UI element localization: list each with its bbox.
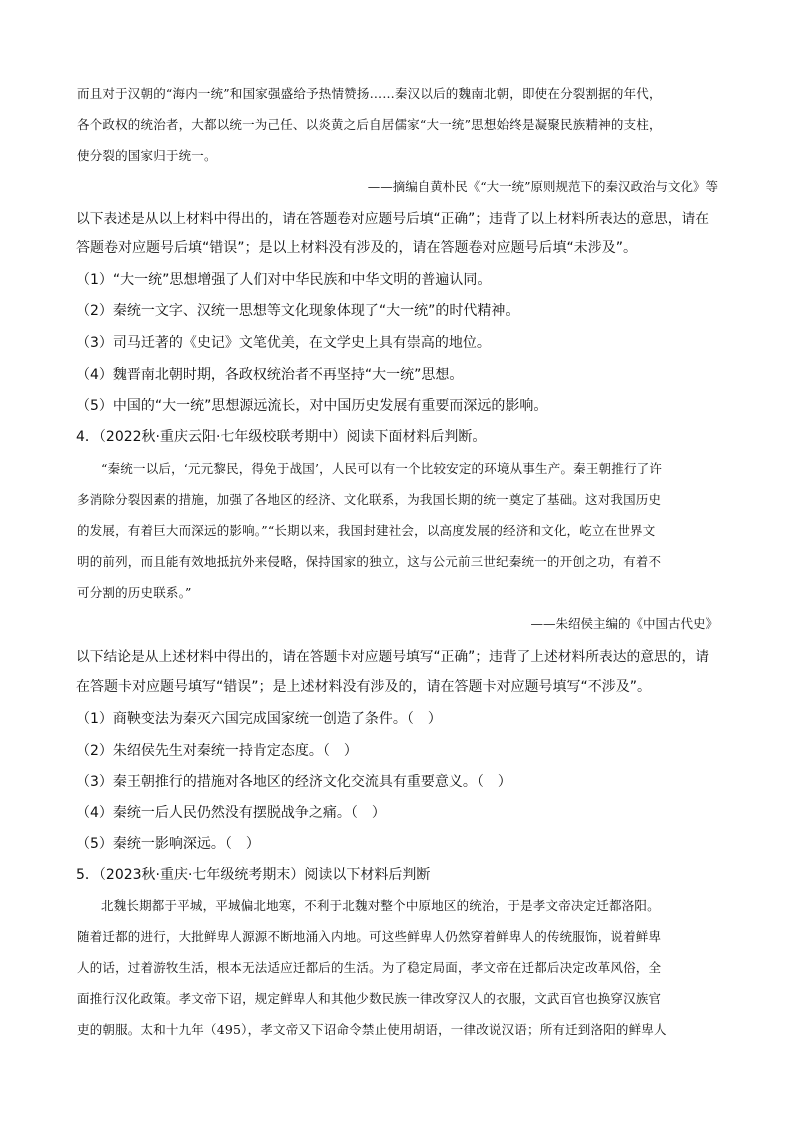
q4-passage-line-4: 明的前列，而且能有效地抵抗外来侵略，保持国家的独立，这与公元前三世纪秦统一的开创之功，有着不: [77, 554, 662, 569]
q4-instruction-line-2: 在答题卡对应题号填写“错误”；是上述材料没有涉及的，请在答题卡对应题号填写“不涉及”。: [76, 679, 652, 695]
q4-instruction-line-1: 以下结论是从上述材料中得出的，请在答题卡对应题号填写“正确”；违背了上述材料所表达的意思的，请: [76, 649, 710, 665]
q3-statement-1: （1）“大一统”思想增强了人们对中华民族和中华文明的普遍认同。: [76, 272, 492, 288]
q4-passage-line-2: 多消除分裂因素的措施，加强了各地区的经济、文化联系，为我国长期的统一奠定了基础。这对我国历史: [77, 492, 662, 507]
q4-passage-line-3: 的发展，有着巨大而深远的影响。”“长期以来，我国封建社会，以高度发展的经济和文化，屹立在世界文: [77, 523, 656, 538]
q4-passage-line-5: 可分割的历史联系。”: [77, 585, 192, 600]
q3-passage-line-3: 使分裂的国家归于统一。: [77, 148, 217, 163]
q3-source-citation: ——摘编自黄朴民《“大一统”原则规范下的秦汉政治与文化》等: [367, 179, 718, 194]
q4-passage-line-1: “秦统一以后，‘元元黎民，得免于战国’，人民可以有一个比较安定的环境从事生产。秦王朝推行了许: [101, 461, 663, 476]
q3-statement-5: （5）中国的“大一统”思想源远流长，对中国历史发展有重要而深远的影响。: [76, 398, 548, 414]
q3-statement-2: （2）秦统一文字、汉统一思想等文化现象体现了“大一统”的时代精神。: [76, 303, 520, 319]
q5-passage-line-2: 随着迁都的进行，大批鲜卑人源源不断地涌入内地。可这些鲜卑人仍然穿着鲜卑人的传统服饰，说着鲜卑: [77, 929, 662, 944]
q4-statement-5: （5）秦统一影响深远。（ ）: [76, 836, 260, 852]
q3-passage-line-1: 而且对于汉朝的“海内一统”和国家强盛给予热情赞扬……秦汉以后的魏南北朝，即使在分裂割据的年代，: [77, 86, 662, 101]
q3-instruction-line-2: 答题卷对应题号后填“错误”；是以上材料没有涉及的，请在答题卷对应题号后填“未涉及”。: [76, 240, 638, 256]
q4-statement-3: （3）秦王朝推行的措施对各地区的经济文化交流具有重要意义。（ ）: [76, 774, 512, 790]
q3-passage-line-2: 各个政权的统治者，大都以统一为己任、以炎黄之后自居儒家“大一统”思想始终是凝聚民族精神的支柱，: [77, 117, 662, 132]
q3-statement-3: （3）司马迁著的《史记》文笔优美，在文学史上具有崇高的地位。: [76, 335, 491, 351]
q5-passage-line-5: 吏的朝服。太和十九年（495），孝文帝又下诏命令禁止使用胡语，一律改说汉语；所有迁到洛阳的鲜卑人: [77, 1022, 667, 1037]
q4-statement-1: （1）商鞅变法为秦灭六国完成国家统一创造了条件。（ ）: [76, 711, 442, 727]
q4-source-citation: ——朱绍侯主编的《中国古代史》: [530, 616, 718, 631]
q5-question-header: 5．（2023秋·重庆·七年级统考期末）阅读以下材料后判断: [76, 867, 431, 883]
q3-statement-4: （4）魏晋南北朝时期，各政权统治者不再坚持“大一统”思想。: [76, 367, 464, 383]
q3-instruction-line-1: 以下表述是从以上材料中得出的，请在答题卷对应题号后填“正确”；违背了以上材料所表达的意思，请在: [76, 211, 710, 227]
q4-statement-2: （2）朱绍侯先生对秦统一持肯定态度。（ ）: [76, 743, 358, 759]
q5-passage-line-3: 人的话，过着游牧生活，根本无法适应迁都后的生活。为了稳定局面，孝文帝在迁都后决定改革风俗，全: [77, 960, 662, 975]
q4-statement-4: （4）秦统一后人民仍然没有摆脱战争之痛。（ ）: [76, 805, 386, 821]
q4-question-header: 4．（2022秋·重庆云阳·七年级校联考期中）阅读下面材料后判断。: [76, 429, 487, 445]
q5-passage-line-1: 北魏长期都于平城，平城偏北地寒，不利于北魏对整个中原地区的统治，于是孝文帝决定迁都洛阳。: [101, 898, 660, 913]
q5-passage-line-4: 面推行汉化政策。孝文帝下诏，规定鲜卑人和其他少数民族一律改穿汉人的衣服，文武百官也换穿汉族官: [77, 991, 662, 1006]
